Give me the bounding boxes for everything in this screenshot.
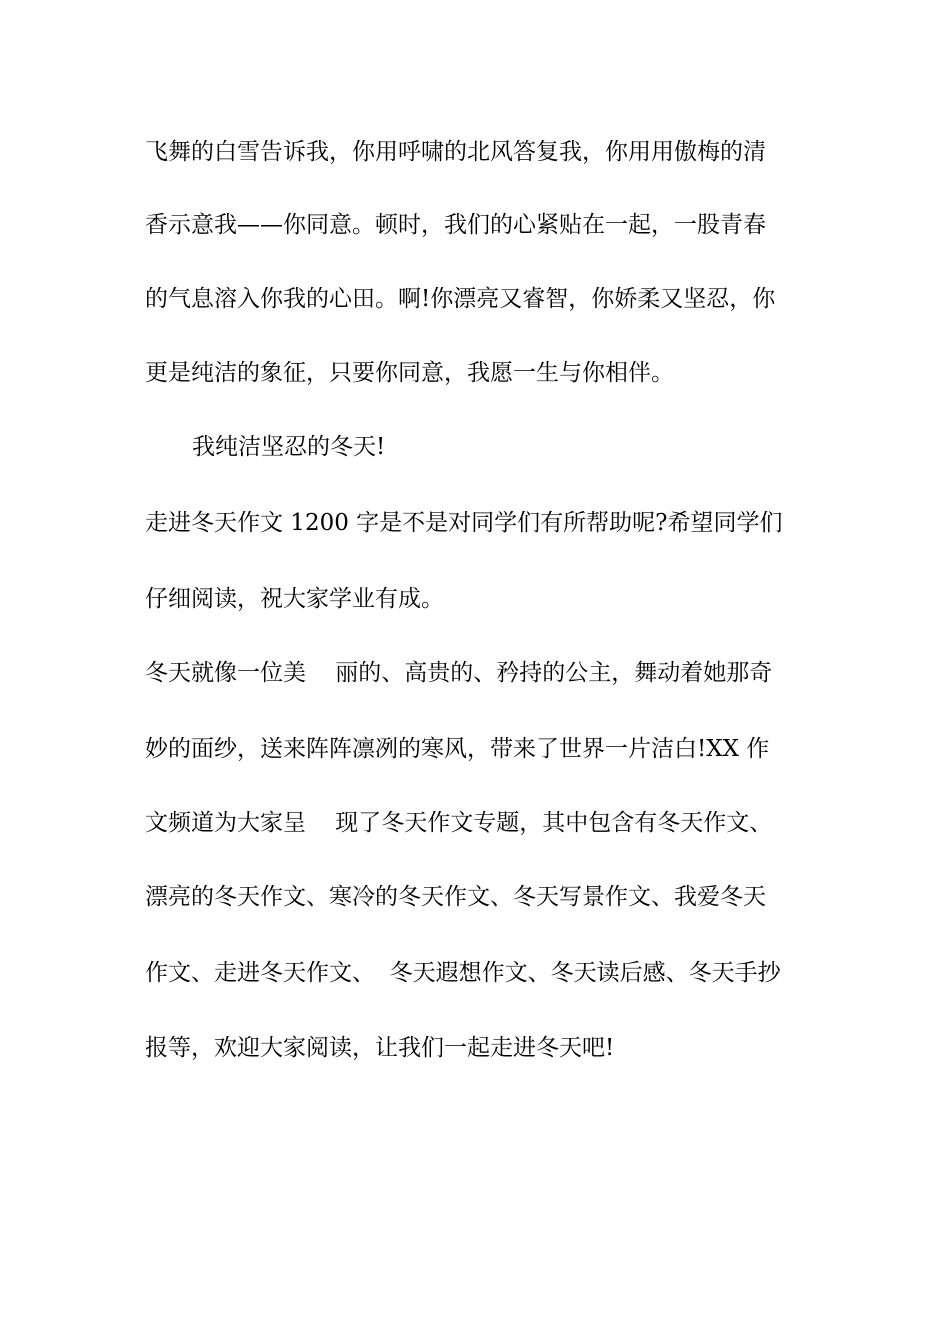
text-line: 冬天就像一位美 丽的、高贵的、矜持的公主，舞动着她那奇: [145, 660, 773, 686]
text-line: 漂亮的冬天作文、寒冷的冬天作文、冬天写景作文、我爱冬天: [145, 884, 766, 910]
text-line: 飞舞的白雪告诉我，你用呼啸的北风答复我，你用用傲梅的清: [145, 139, 766, 165]
text-line: 文频道为大家呈 现了冬天作文专题，其中包含有冬天作文、: [145, 810, 773, 836]
text-line: 香示意我——你同意。顿时，我们的心紧贴在一起，一股青春: [145, 212, 766, 238]
text-line: 妙的面纱，送来阵阵凛冽的寒风，带来了世界一片洁白!XX 作: [145, 736, 770, 762]
indented-line: 我纯洁坚忍的冬天!: [192, 434, 386, 460]
text-line: 走进冬天作文 1200 字是不是对同学们有所帮助呢?希望同学们: [145, 510, 783, 536]
text-line: 报等，欢迎大家阅读，让我们一起走进冬天吧!: [145, 1035, 615, 1061]
text-line: 作文、走进冬天作文、 冬天遐想作文、冬天读后感、冬天手抄: [145, 960, 781, 986]
text-line: 的气息溶入你我的心田。啊!你漂亮又睿智，你娇柔又坚忍，你: [145, 286, 776, 312]
text-line: 仔细阅读，祝大家学业有成。: [145, 586, 444, 612]
text-line: 更是纯洁的象征，只要你同意，我愿一生与你相伴。: [145, 360, 674, 386]
